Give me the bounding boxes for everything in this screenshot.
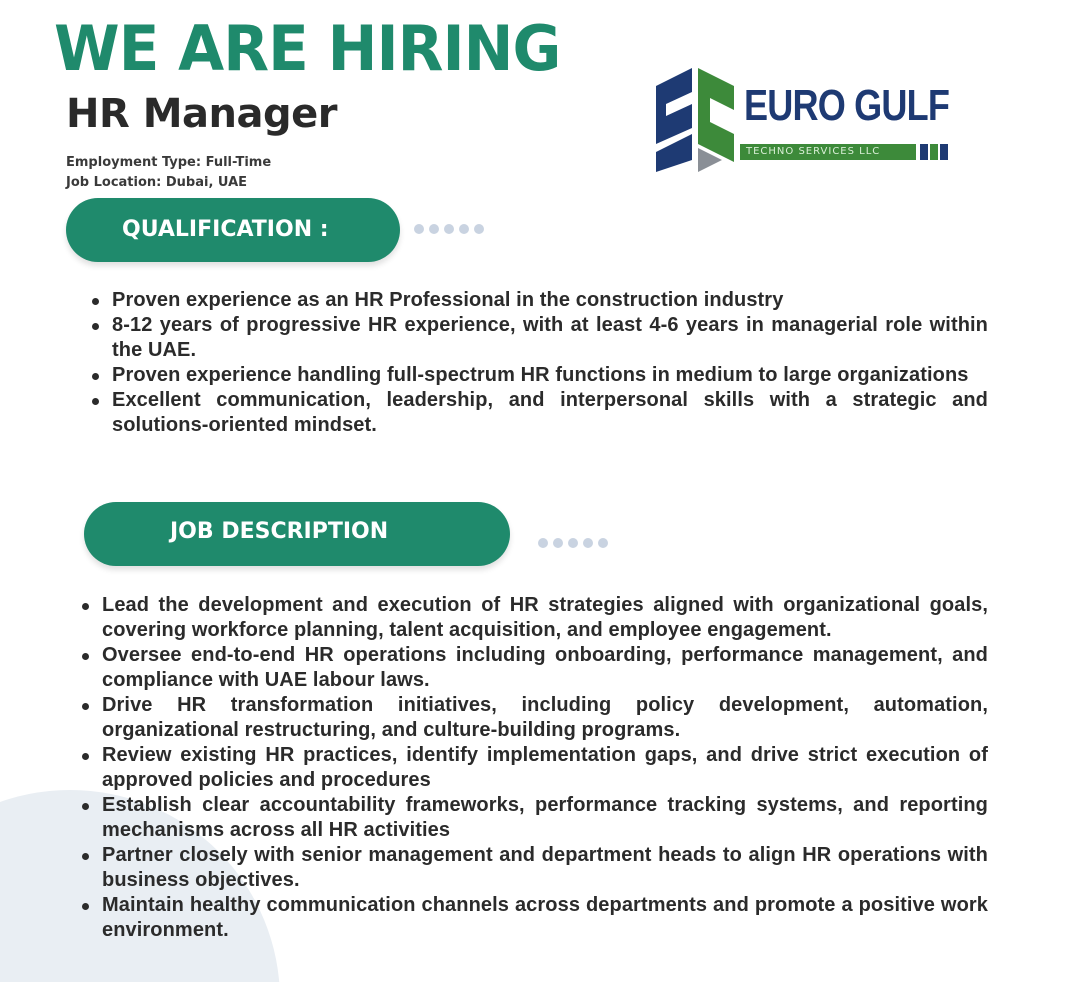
list-item: Excellent communication, leadership, and interpersonal skills with a strategic and solutions-oriented mindset.	[90, 388, 988, 438]
qualification-heading: QUALIFICATION :	[66, 198, 400, 262]
list-item: 8-12 years of progressive HR experience, with at least 4-6 years in managerial role within the UAE.	[90, 313, 988, 363]
job-location: Job Location: Dubai, UAE	[66, 175, 248, 190]
list-item: Establish clear accountability frameworks, performance tracking systems, and reporting mechanisms across all HR activities	[80, 793, 988, 843]
job-description-list	[80, 593, 988, 943]
hiring-headline: WE ARE HIRING	[54, 12, 561, 85]
job-description-heading: JOB DESCRIPTION	[84, 502, 510, 566]
list-item: Proven experience as an HR Professional in the construction industry	[90, 288, 988, 313]
decorative-dots	[414, 224, 484, 234]
employment-type: Employment Type: Full-Time	[66, 155, 272, 170]
job-meta	[66, 153, 271, 193]
logo-bars	[920, 144, 960, 160]
job-title: HR Manager	[66, 91, 337, 137]
list-item: Maintain healthy communication channels across departments and promote a positive work environment.	[80, 893, 988, 943]
list-item: Partner closely with senior management and department heads to align HR operations with business objectives.	[80, 843, 988, 893]
logo-subtitle: TECHNO SERVICES LLC	[740, 144, 916, 160]
list-item: Lead the development and execution of HR strategies aligned with organizational goals, covering workforce planning, talent acquisition, and employee engagement.	[80, 593, 988, 643]
qualification-list	[90, 288, 988, 438]
decorative-dots	[538, 538, 608, 548]
logo-wordmark: EURO GULF	[744, 81, 950, 130]
list-item: Drive HR transformation initiatives, including policy development, automation, organizational restructuring, and culture-building programs.	[80, 693, 988, 743]
list-item: Proven experience handling full-spectrum HR functions in medium to large organizations	[90, 363, 988, 388]
company-logo	[652, 64, 972, 174]
list-item: Review existing HR practices, identify implementation gaps, and drive strict execution of approved policies and procedures	[80, 743, 988, 793]
list-item: Oversee end-to-end HR operations including onboarding, performance management, and compliance with UAE labour laws.	[80, 643, 988, 693]
eg-logo-mark-icon	[652, 64, 738, 172]
